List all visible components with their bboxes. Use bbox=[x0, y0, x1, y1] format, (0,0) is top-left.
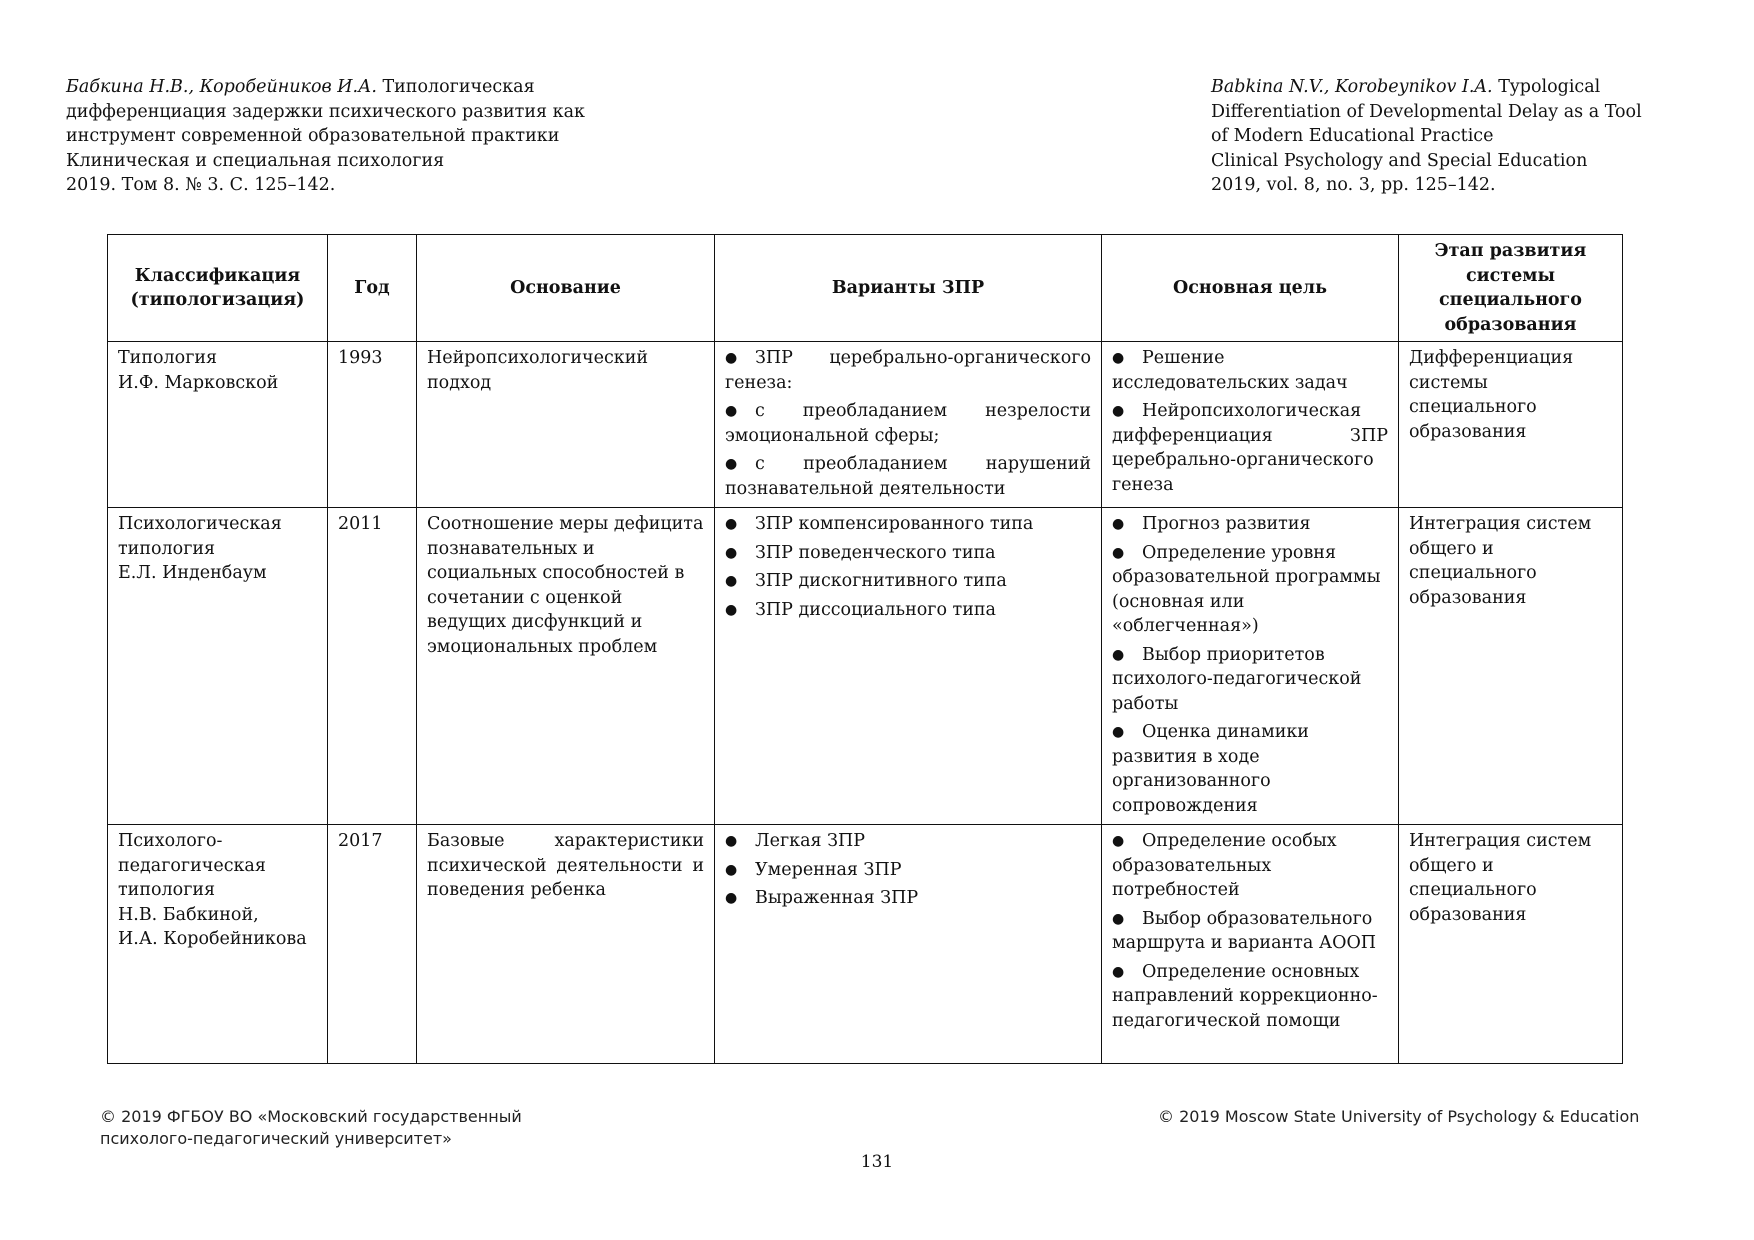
header-right bbox=[1211, 75, 1691, 198]
bullet-icon: ● bbox=[725, 544, 738, 561]
classification-line: И.Ф. Марковской bbox=[118, 372, 279, 393]
table-row bbox=[108, 508, 1623, 825]
list-item: ● с преобладанием нарушений познавательной деятельности bbox=[725, 454, 1091, 499]
header-variants: Варианты ЗПР bbox=[715, 235, 1102, 342]
list-item: ● Определение уровня образовательной программы (основная или «облегченная») bbox=[1112, 542, 1381, 636]
cell-stage: Интеграция систем общего и специального образования bbox=[1399, 825, 1623, 1064]
cell-stage: Дифференциация системы специального образования bbox=[1399, 342, 1623, 508]
cell-year: 2011 bbox=[328, 508, 417, 825]
bullet-icon: ● bbox=[725, 350, 738, 366]
list-item: ● ЗПР поведенческого типа bbox=[725, 541, 1091, 566]
list-item: ● Умеренная ЗПР bbox=[725, 858, 1091, 883]
cell-variants bbox=[715, 342, 1102, 508]
list-item: ● с преобладанием незрелости эмоциональной сферы; bbox=[725, 401, 1091, 446]
footer-line: психолого-педагогический университет» bbox=[100, 1129, 452, 1148]
cell-classification bbox=[108, 825, 328, 1064]
bullet-icon: ● bbox=[725, 890, 738, 906]
bullet-icon: ● bbox=[1112, 646, 1125, 663]
cell-goals bbox=[1102, 508, 1399, 825]
bullet-icon: ● bbox=[1112, 910, 1125, 927]
header-left bbox=[66, 75, 626, 198]
bullet-icon: ● bbox=[1112, 963, 1125, 980]
list-item: ● Определение особых образовательных потребностей bbox=[1112, 831, 1337, 900]
header-journal-ru: Клиническая и специальная психология bbox=[66, 150, 445, 171]
classification-line: Психолого-педагогическая типология bbox=[118, 831, 266, 900]
header-authors-en: Babkina N.V., Korobeynikov I.A. bbox=[1211, 77, 1493, 97]
list-item: ● ЗПР компенсированного типа bbox=[725, 512, 1091, 537]
list-item: ● ЗПР диссоциального типа bbox=[725, 598, 1091, 623]
footer-line: © 2019 ФГБОУ ВО «Московский государственный bbox=[100, 1107, 522, 1126]
bullet-icon: ● bbox=[725, 456, 738, 472]
list-item: ● Оценка динамики развития в ходе организованного сопровождения bbox=[1112, 722, 1309, 816]
list-item: ● Выбор образовательного маршрута и варианта АООП bbox=[1112, 908, 1377, 953]
cell-year: 1993 bbox=[328, 342, 417, 508]
bullet-icon: ● bbox=[725, 403, 738, 419]
cell-basis: Нейропсихологический подход bbox=[417, 342, 715, 508]
list-item: ● ЗПР дискогнитивного типа bbox=[725, 569, 1091, 594]
table-header-row bbox=[108, 235, 1623, 342]
classification-line: Н.В. Бабкиной, bbox=[118, 904, 259, 925]
bullet-icon: ● bbox=[1112, 516, 1125, 532]
header-title-ru-2: дифференциация задержки психического развития как bbox=[66, 101, 585, 122]
header-title-ru-3: инструмент современной образовательной практики bbox=[66, 126, 560, 146]
header-title-en-1: Typological bbox=[1498, 77, 1601, 97]
bullet-icon: ● bbox=[1112, 544, 1125, 561]
cell-basis: Соотношение меры дефицита познавательных и социальных способностей в сочетании с оценкой ведущих дисфункций и эмоциональных проблем bbox=[417, 508, 715, 825]
header-year: Год bbox=[328, 235, 417, 342]
bullet-icon: ● bbox=[1112, 350, 1125, 366]
bullet-icon: ● bbox=[1112, 724, 1125, 740]
classification-line: Типология bbox=[118, 348, 218, 368]
footer-copyright-en: © 2019 Moscow State University of Psychology & Education bbox=[1158, 1107, 1640, 1126]
list-item: ● Выраженная ЗПР bbox=[725, 886, 1091, 911]
header-title-en-2: Differentiation of Developmental Delay as a Tool bbox=[1211, 101, 1642, 122]
cell-variants bbox=[715, 508, 1102, 825]
header-goal: Основная цель bbox=[1102, 235, 1399, 342]
header-issue-en: 2019, vol. 8, no. 3, pp. 125–142. bbox=[1211, 175, 1496, 195]
list-item: ● Выбор приоритетов психолого-педагогической работы bbox=[1112, 644, 1362, 714]
bullet-icon: ● bbox=[1112, 833, 1125, 849]
header-authors-ru: Бабкина Н.В., Коробейников И.А. bbox=[66, 77, 377, 97]
page-number: 131 bbox=[860, 1152, 894, 1172]
bullet-icon: ● bbox=[725, 516, 738, 532]
classification-line: Е.Л. Инденбаум bbox=[118, 563, 267, 583]
cell-stage: Интеграция систем общего и специального образования bbox=[1399, 508, 1623, 825]
cell-basis: Базовые характеристики психической деятельности и поведения ребенка bbox=[417, 825, 715, 1064]
header-issue-ru: 2019. Том 8. № 3. С. 125–142. bbox=[66, 175, 336, 195]
header-stage: Этап развития системы специального образования bbox=[1399, 235, 1623, 342]
list-item: ● Прогноз развития bbox=[1112, 512, 1388, 537]
classification-line: И.А. Коробейникова bbox=[118, 929, 307, 949]
list-item: ● Решение исследовательских задач bbox=[1112, 348, 1348, 393]
bullet-icon: ● bbox=[725, 833, 738, 849]
bullet-icon: ● bbox=[1112, 403, 1125, 419]
cell-classification bbox=[108, 508, 328, 825]
cell-year: 2017 bbox=[328, 825, 417, 1064]
bullet-icon: ● bbox=[725, 573, 738, 589]
header-title-en-3: of Modern Educational Practice bbox=[1211, 126, 1494, 146]
footer-copyright-ru bbox=[100, 1106, 522, 1150]
header-title-ru-1: Типологическая bbox=[382, 77, 535, 97]
cell-goals bbox=[1102, 825, 1399, 1064]
list-item: ● Нейропсихологическая дифференциация ЗПР церебрально-органического генеза bbox=[1112, 401, 1388, 495]
classification-line: Психологическая типология bbox=[118, 514, 282, 559]
bullet-icon: ● bbox=[725, 601, 738, 618]
list-item: ● Легкая ЗПР bbox=[725, 829, 1091, 854]
bullet-icon: ● bbox=[725, 861, 738, 878]
cell-variants bbox=[715, 825, 1102, 1064]
header-classification: Классификация (типологизация) bbox=[108, 235, 328, 342]
cell-goals bbox=[1102, 342, 1399, 508]
cell-classification bbox=[108, 342, 328, 508]
table-row bbox=[108, 342, 1623, 508]
typology-table bbox=[107, 234, 1623, 1064]
table-row bbox=[108, 825, 1623, 1064]
header-journal-en: Clinical Psychology and Special Education bbox=[1211, 150, 1588, 171]
list-item: ● ЗПР церебрально-органического генеза: bbox=[725, 348, 1091, 393]
list-item: ● Определение основных направлений коррекционно-педагогической помощи bbox=[1112, 961, 1378, 1031]
header-basis: Основание bbox=[417, 235, 715, 342]
